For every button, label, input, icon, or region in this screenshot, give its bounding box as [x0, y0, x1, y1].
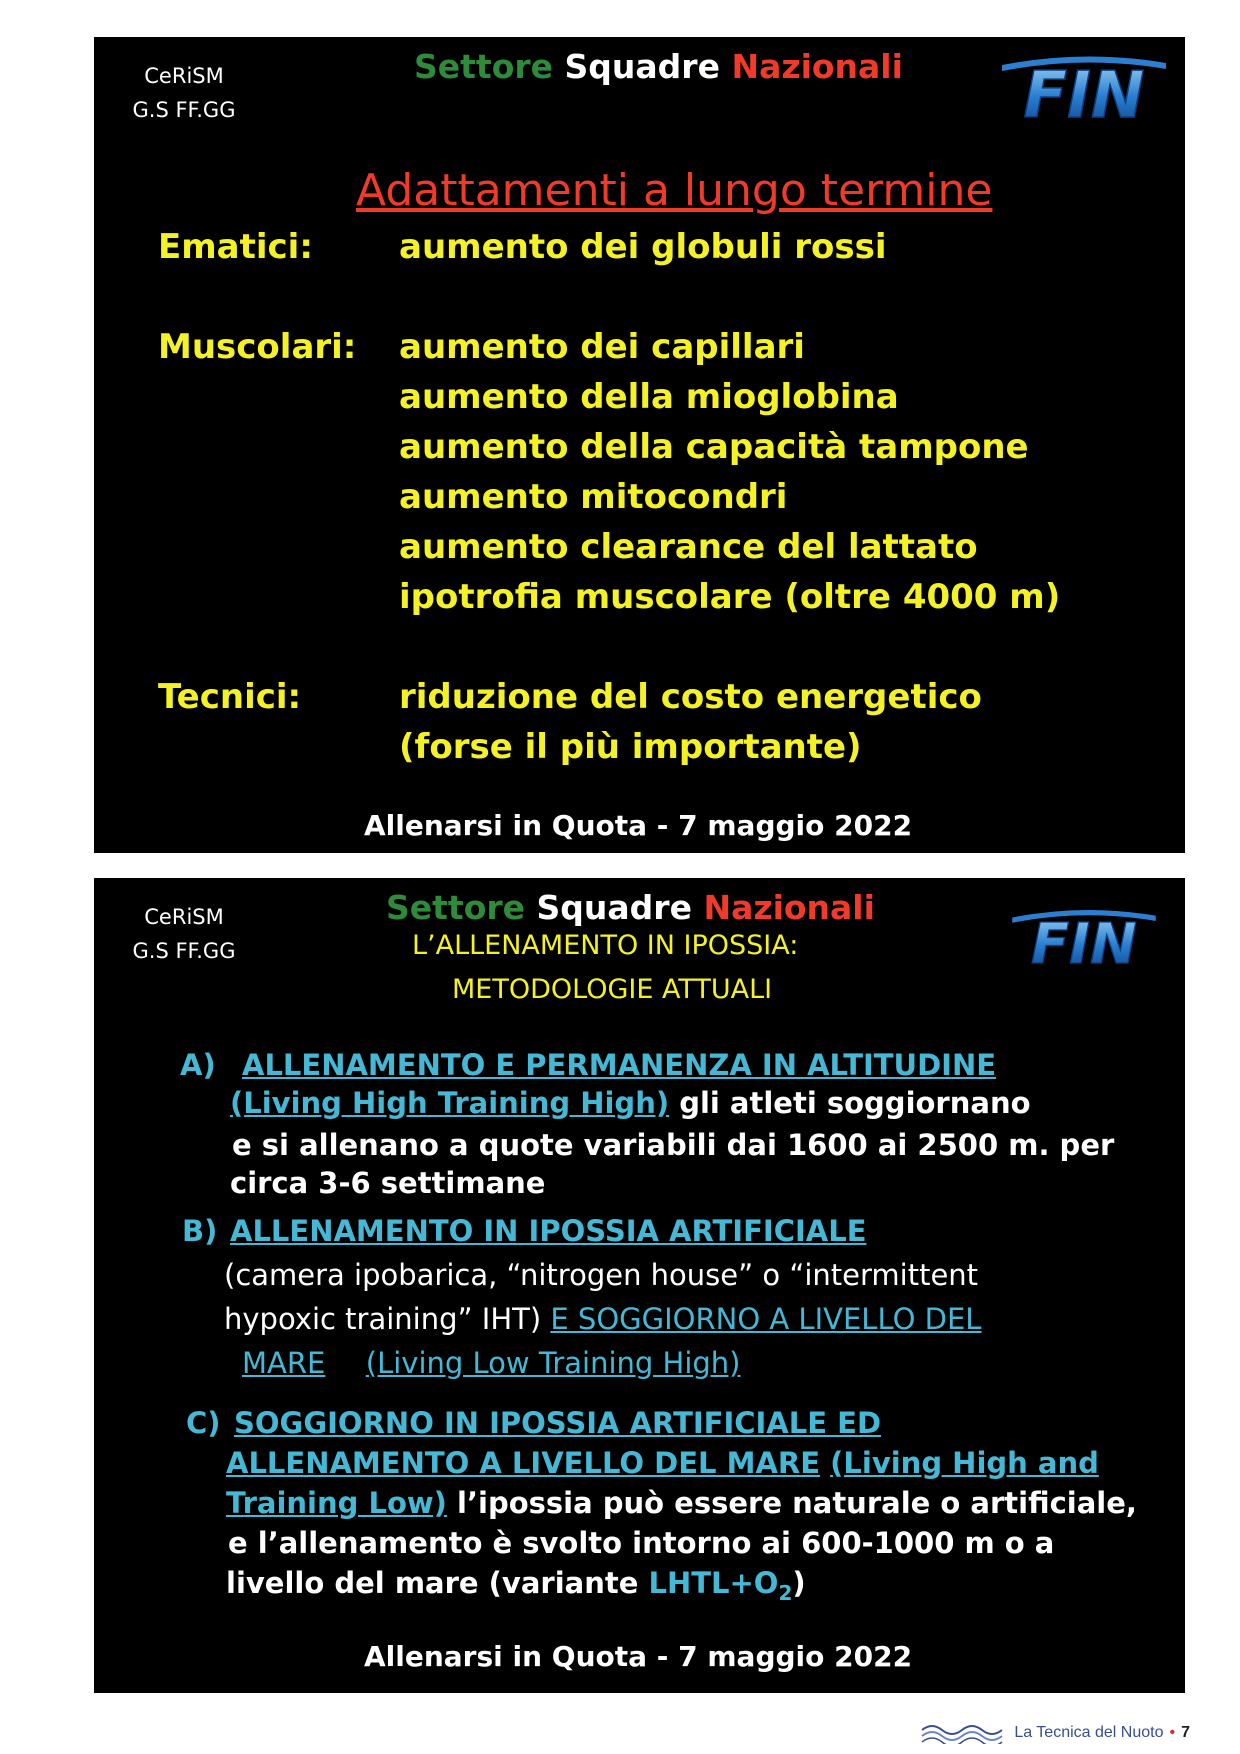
slide-long-term-adaptations	[94, 37, 1185, 853]
slide-header	[386, 888, 875, 927]
tecnici-item: (forse il più importante)	[399, 727, 862, 767]
section-c-line-4	[226, 1566, 806, 1605]
muscolari-item: aumento della mioglobina	[399, 377, 899, 417]
section-a-marker: A)	[180, 1048, 216, 1082]
waves-logo-icon	[920, 1722, 1008, 1744]
page-footer	[920, 1722, 1190, 1744]
section-b-link: E SOGGIORNO A LIVELLO DEL	[550, 1302, 982, 1336]
muscolari-item: aumento dei capillari	[399, 327, 805, 367]
slide-subtitle-line-2: METODOLOGIE ATTUALI	[452, 974, 773, 1005]
section-c-variant-sub: 2	[778, 1580, 793, 1605]
header-word-settore: Settore	[414, 47, 554, 86]
section-b-text: hypoxic training” IHT)	[224, 1302, 551, 1336]
fin-logo-icon	[998, 900, 1170, 970]
org-line-1: CeRiSM	[144, 64, 224, 88]
section-b-title: ALLENAMENTO IN IPOSSIA ARTIFICIALE	[230, 1214, 867, 1248]
section-c-line-2	[226, 1486, 1137, 1520]
section-a-line-1	[230, 1086, 1031, 1120]
header-word-settore: Settore	[386, 888, 526, 927]
slide-header	[414, 47, 903, 86]
section-c-text-3: livello del mare (variante	[226, 1566, 649, 1600]
section-c-line-3: e l’allenamento è svolto intorno ai 600-1000 m o a	[228, 1526, 1055, 1560]
header-word-squadre: Squadre	[536, 888, 692, 927]
muscolari-label: Muscolari:	[158, 327, 357, 367]
org-label	[116, 59, 252, 127]
tecnici-item: riduzione del costo energetico	[399, 677, 982, 717]
section-c-variant: LHTL+O	[648, 1566, 779, 1600]
section-b-link-llth: (Living Low Training High)	[365, 1346, 741, 1380]
tecnici-label: Tecnici:	[158, 677, 302, 717]
section-b-link-mare: MARE	[242, 1346, 326, 1380]
muscolari-item: aumento clearance del lattato	[399, 527, 978, 567]
ematici-label: Ematici:	[158, 227, 313, 267]
publication-name: La Tecnica del Nuoto	[1014, 1724, 1164, 1741]
section-b-line-3	[242, 1346, 740, 1380]
slide-title: Adattamenti a lungo termine	[356, 165, 993, 216]
ematici-item: aumento dei globuli rossi	[399, 227, 887, 267]
page-number: 7	[1181, 1724, 1190, 1741]
section-c-text-end: )	[792, 1566, 806, 1600]
header-word-nazionali: Nazionali	[731, 47, 903, 86]
slide-footer: Allenarsi in Quota - 7 maggio 2022	[364, 1640, 913, 1673]
section-c-title-1: SOGGIORNO IN IPOSSIA ARTIFICIALE ED	[234, 1406, 882, 1440]
muscolari-item: aumento della capacità tampone	[399, 427, 1029, 467]
svg-text:FIN: FIN	[1023, 59, 1145, 125]
org-line-2: G.S FF.GG	[132, 939, 236, 963]
org-line-1: CeRiSM	[144, 905, 224, 929]
section-b-line-1: (camera ipobarica, “nitrogen house” o “intermittent	[224, 1258, 979, 1292]
org-line-2: G.S FF.GG	[132, 98, 236, 122]
slide-subtitle-line-1: L’ALLENAMENTO IN IPOSSIA:	[412, 930, 799, 961]
header-word-nazionali: Nazionali	[703, 888, 875, 927]
section-a-link: (Living High Training High)	[230, 1086, 670, 1120]
section-c-marker: C)	[186, 1406, 221, 1440]
section-c-text-1: l’ipossia può essere naturale o artificiale,	[446, 1486, 1137, 1520]
muscolari-item: aumento mitocondri	[399, 477, 788, 517]
svg-text:FIN: FIN	[1031, 912, 1137, 970]
slide-hypoxia-methods	[94, 878, 1185, 1693]
muscolari-item: ipotrofia muscolare (oltre 4000 m)	[399, 577, 1061, 617]
section-c-link-1: (Living High and	[830, 1446, 1099, 1480]
org-label	[116, 900, 252, 968]
section-a-line-3: circa 3-6 settimane	[230, 1166, 546, 1200]
footer-separator: •	[1169, 1724, 1176, 1741]
section-a-title: ALLENAMENTO E PERMANENZA IN ALTITUDINE	[242, 1048, 997, 1082]
slide-footer: Allenarsi in Quota - 7 maggio 2022	[364, 809, 913, 842]
section-a-line-2: e si allenano a quote variabili dai 1600 ai 2500 m. per	[232, 1128, 1115, 1162]
section-b-line-2	[224, 1302, 981, 1336]
header-word-squadre: Squadre	[564, 47, 720, 86]
section-c-title-2: ALLENAMENTO A LIVELLO DEL MARE	[226, 1446, 821, 1480]
section-c-link-2: Training Low)	[226, 1486, 447, 1520]
fin-logo-icon	[998, 45, 1170, 125]
section-b-marker: B)	[182, 1214, 218, 1248]
section-c-line-1	[226, 1446, 1099, 1480]
section-a-text: gli atleti soggiornano	[669, 1086, 1031, 1120]
